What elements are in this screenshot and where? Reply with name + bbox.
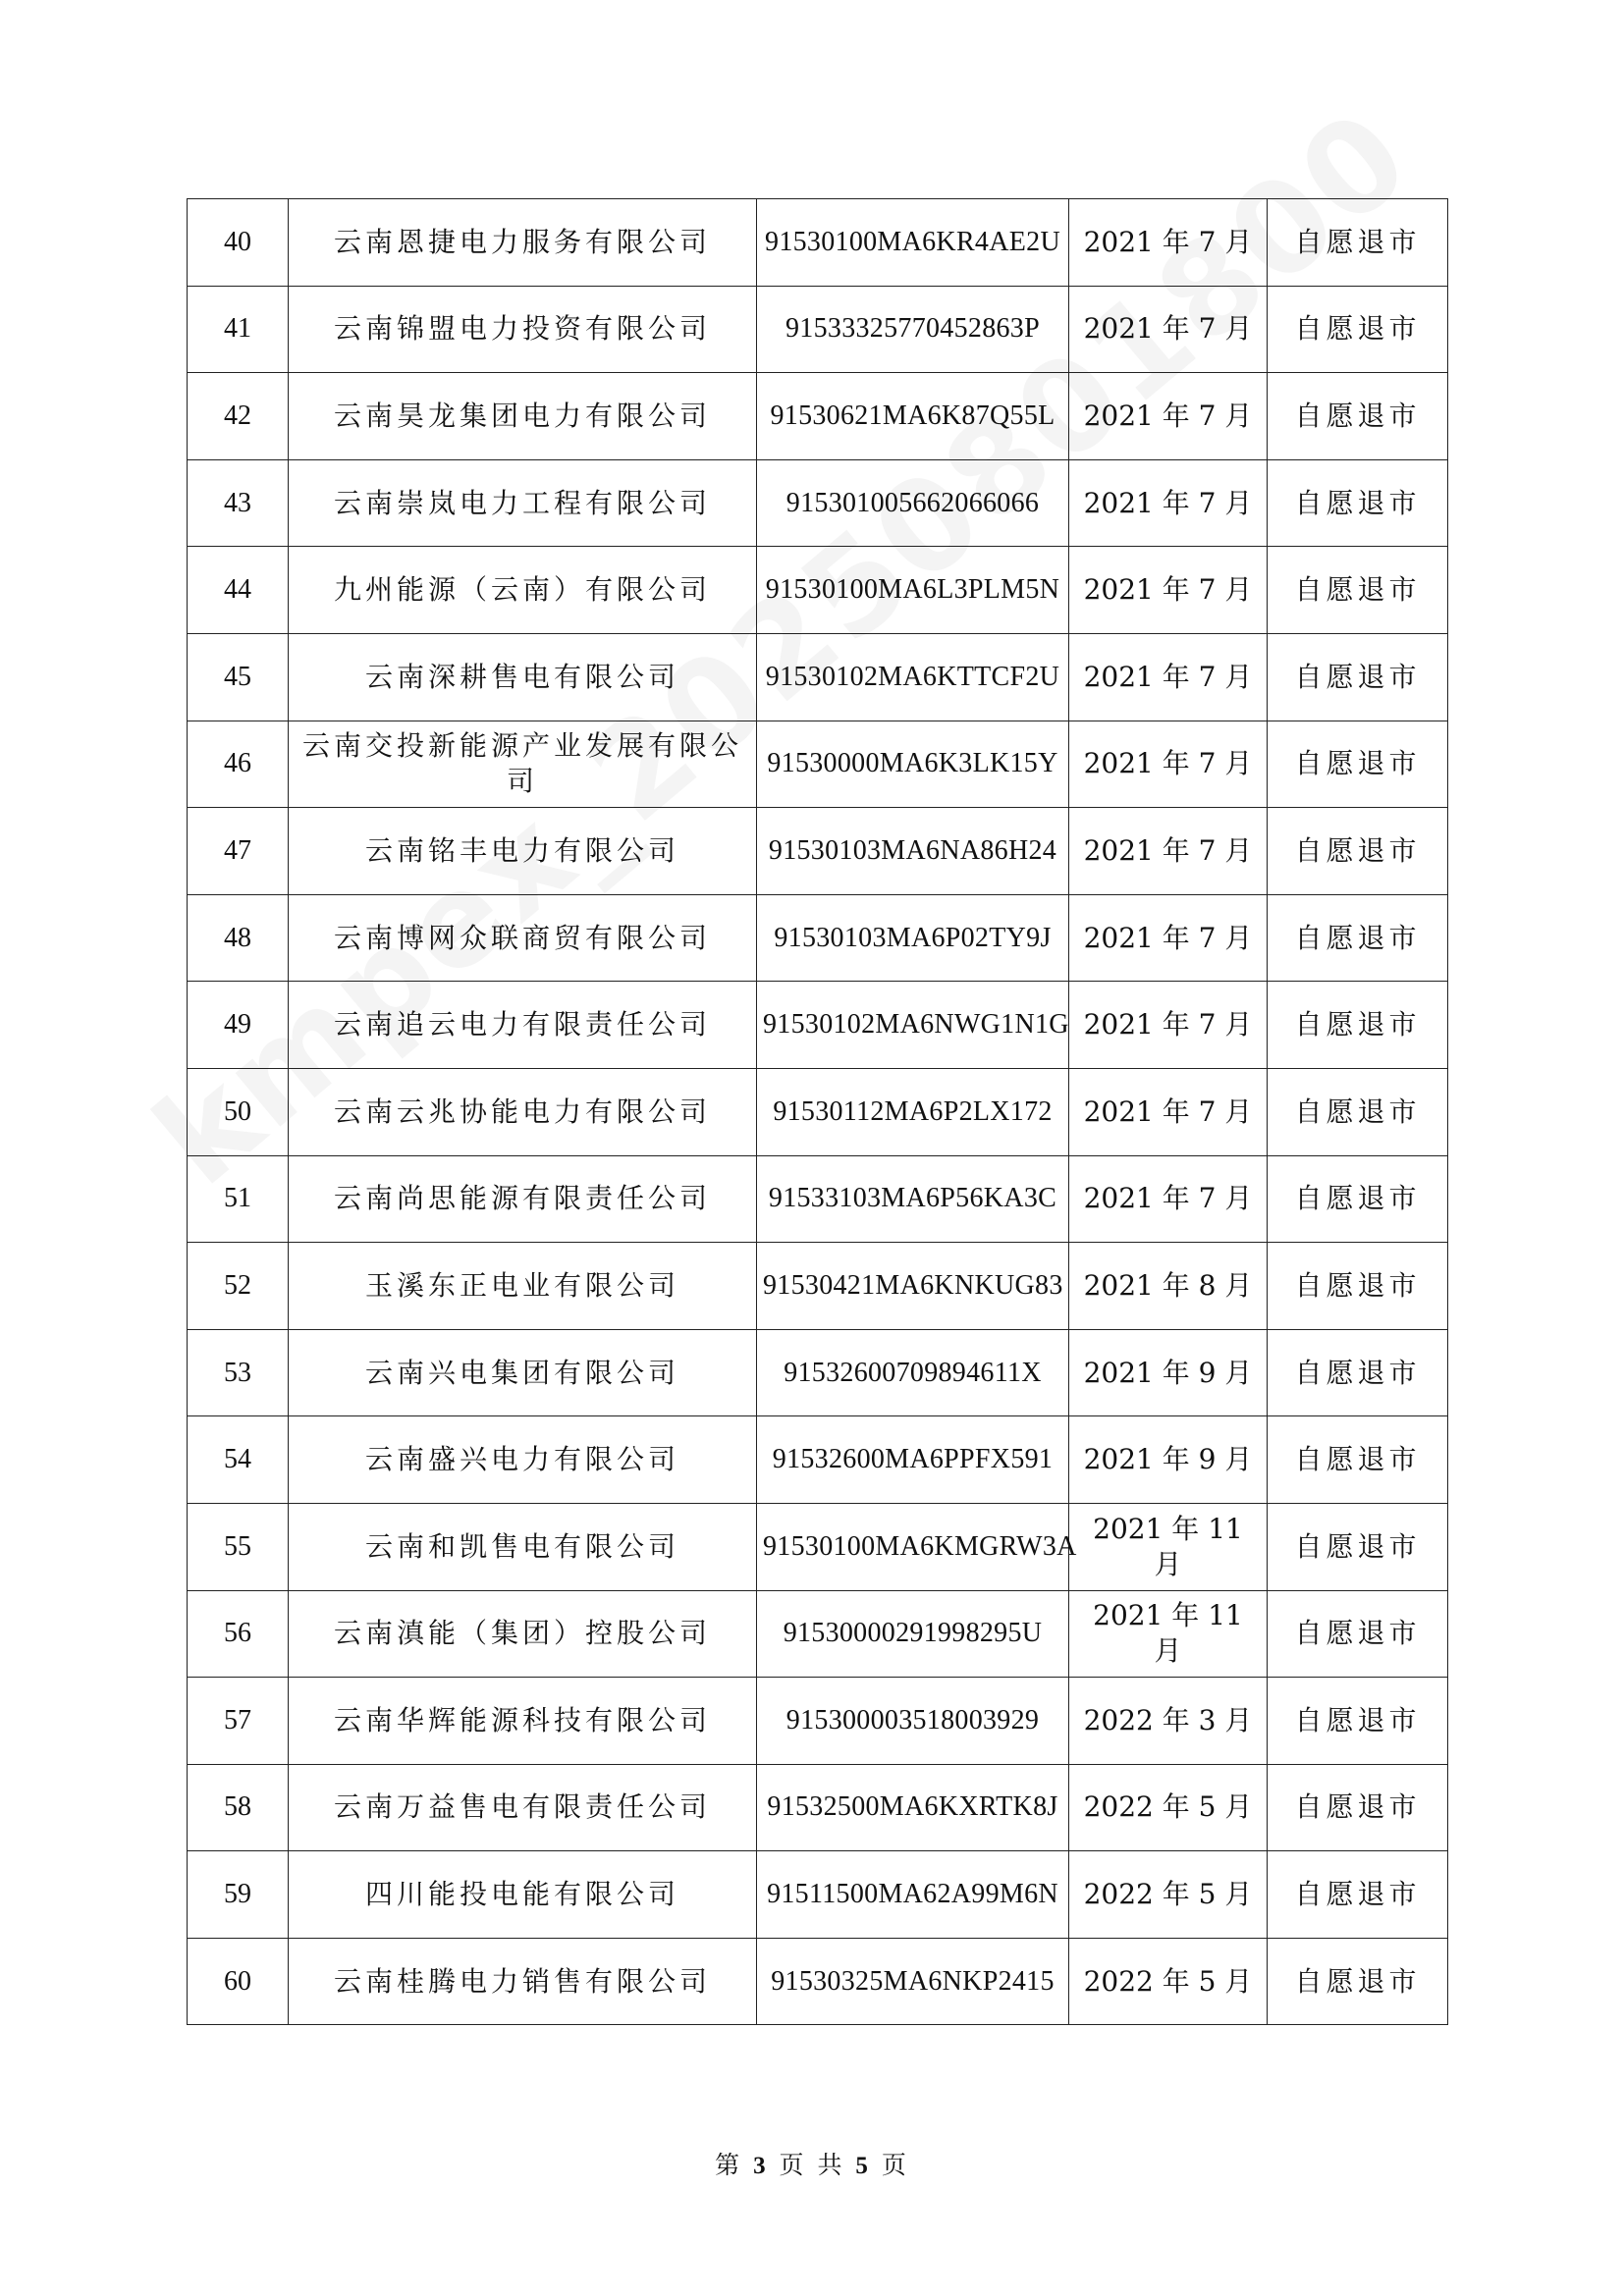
exit-date-cell: 2021 年 7 月 [1069, 894, 1268, 982]
exit-date-cell: 2022 年 5 月 [1069, 1764, 1268, 1851]
status-cell: 自愿退市 [1268, 1155, 1448, 1243]
table-row [188, 1764, 1448, 1851]
company-name-cell: 云南桂腾电力销售有限公司 [289, 1938, 757, 2025]
status-cell: 自愿退市 [1268, 1678, 1448, 1765]
status-cell: 自愿退市 [1268, 1764, 1448, 1851]
page-footer [0, 2146, 1624, 2181]
status-cell: 自愿退市 [1268, 286, 1448, 373]
company-name-cell: 九州能源（云南）有限公司 [289, 547, 757, 634]
exit-date-cell: 2021 年 7 月 [1069, 808, 1268, 895]
row-number-cell: 40 [188, 199, 289, 287]
status-cell: 自愿退市 [1268, 721, 1448, 808]
company-name-cell: 云南和凯售电有限公司 [289, 1503, 757, 1590]
exit-date-cell: 2021 年 7 月 [1069, 459, 1268, 547]
status-cell: 自愿退市 [1268, 1329, 1448, 1416]
exit-date-cell: 2021 年 7 月 [1069, 286, 1268, 373]
row-number-cell: 58 [188, 1764, 289, 1851]
status-cell: 自愿退市 [1268, 199, 1448, 287]
credit-code-cell: 91533325770452863P [757, 286, 1069, 373]
credit-code-cell: 91530102MA6KTTCF2U [757, 633, 1069, 721]
table-row [188, 1938, 1448, 2025]
status-cell: 自愿退市 [1268, 547, 1448, 634]
table-row [188, 459, 1448, 547]
credit-code-cell: 91530325MA6NKP2415 [757, 1938, 1069, 2025]
status-cell: 自愿退市 [1268, 1416, 1448, 1504]
credit-code-cell: 91530000291998295U [757, 1590, 1069, 1678]
company-name-cell: 云南万益售电有限责任公司 [289, 1764, 757, 1851]
row-number-cell: 54 [188, 1416, 289, 1504]
footer-current-page: 3 [753, 2153, 769, 2179]
footer-middle: 页 共 [779, 2151, 845, 2179]
table-row [188, 1329, 1448, 1416]
row-number-cell: 42 [188, 373, 289, 460]
status-cell: 自愿退市 [1268, 459, 1448, 547]
row-number-cell: 44 [188, 547, 289, 634]
credit-code-cell: 91530100MA6L3PLM5N [757, 547, 1069, 634]
table-row [188, 1503, 1448, 1590]
status-cell: 自愿退市 [1268, 894, 1448, 982]
company-name-cell: 云南兴电集团有限公司 [289, 1329, 757, 1416]
row-number-cell: 59 [188, 1851, 289, 1939]
row-number-cell: 53 [188, 1329, 289, 1416]
company-name-cell: 云南博网众联商贸有限公司 [289, 894, 757, 982]
table-row [188, 633, 1448, 721]
credit-code-cell: 91530103MA6NA86H24 [757, 808, 1069, 895]
status-cell: 自愿退市 [1268, 1503, 1448, 1590]
row-number-cell: 45 [188, 633, 289, 721]
status-cell: 自愿退市 [1268, 1243, 1448, 1330]
status-cell: 自愿退市 [1268, 1938, 1448, 2025]
row-number-cell: 57 [188, 1678, 289, 1765]
row-number-cell: 56 [188, 1590, 289, 1678]
table-row [188, 894, 1448, 982]
status-cell: 自愿退市 [1268, 808, 1448, 895]
exit-date-cell: 2021 年 7 月 [1069, 1068, 1268, 1155]
row-number-cell: 51 [188, 1155, 289, 1243]
company-name-cell: 云南铭丰电力有限公司 [289, 808, 757, 895]
table-row [188, 1416, 1448, 1504]
row-number-cell: 47 [188, 808, 289, 895]
company-name-cell: 云南尚思能源有限责任公司 [289, 1155, 757, 1243]
company-name-cell: 云南华辉能源科技有限公司 [289, 1678, 757, 1765]
exit-date-cell: 2021 年 7 月 [1069, 982, 1268, 1069]
exit-date-cell: 2021 年 7 月 [1069, 547, 1268, 634]
exit-date-cell: 2022 年 5 月 [1069, 1851, 1268, 1939]
credit-code-cell: 915301005662066066 [757, 459, 1069, 547]
row-number-cell: 48 [188, 894, 289, 982]
credit-code-cell: 91530421MA6KNKUG83 [757, 1243, 1069, 1330]
exit-date-cell: 2021 年 9 月 [1069, 1329, 1268, 1416]
row-number-cell: 43 [188, 459, 289, 547]
exit-date-cell: 2022 年 5 月 [1069, 1938, 1268, 2025]
credit-code-cell: 91532600709894611X [757, 1329, 1069, 1416]
row-number-cell: 46 [188, 721, 289, 808]
company-name-cell: 云南恩捷电力服务有限公司 [289, 199, 757, 287]
table-row [188, 1590, 1448, 1678]
row-number-cell: 60 [188, 1938, 289, 2025]
table-body [188, 199, 1448, 2025]
company-name-cell: 玉溪东正电业有限公司 [289, 1243, 757, 1330]
credit-code-cell: 91533103MA6P56KA3C [757, 1155, 1069, 1243]
row-number-cell: 52 [188, 1243, 289, 1330]
status-cell: 自愿退市 [1268, 1851, 1448, 1939]
exit-date-cell: 2021 年 11 月 [1069, 1590, 1268, 1678]
exit-date-cell: 2021 年 11 月 [1069, 1503, 1268, 1590]
credit-code-cell: 91532500MA6KXRTK8J [757, 1764, 1069, 1851]
table-row [188, 808, 1448, 895]
status-cell: 自愿退市 [1268, 1068, 1448, 1155]
exit-date-cell: 2021 年 7 月 [1069, 721, 1268, 808]
footer-total-pages: 5 [855, 2153, 871, 2179]
credit-code-cell: 91530112MA6P2LX172 [757, 1068, 1069, 1155]
company-name-cell: 云南锦盟电力投资有限公司 [289, 286, 757, 373]
credit-code-cell: 91530103MA6P02TY9J [757, 894, 1069, 982]
company-name-cell: 云南昊龙集团电力有限公司 [289, 373, 757, 460]
status-cell: 自愿退市 [1268, 633, 1448, 721]
table-row [188, 1243, 1448, 1330]
table-row [188, 199, 1448, 287]
table-row [188, 1851, 1448, 1939]
credit-code-cell: 915300003518003929 [757, 1678, 1069, 1765]
status-cell: 自愿退市 [1268, 1590, 1448, 1678]
footer-prefix: 第 [715, 2151, 743, 2179]
exit-date-cell: 2021 年 9 月 [1069, 1416, 1268, 1504]
table-row [188, 1678, 1448, 1765]
table-row [188, 721, 1448, 808]
credit-code-cell: 91530100MA6KR4AE2U [757, 199, 1069, 287]
table-row [188, 1068, 1448, 1155]
credit-code-cell: 91511500MA62A99M6N [757, 1851, 1069, 1939]
company-name-cell: 四川能投电能有限公司 [289, 1851, 757, 1939]
company-name-cell: 云南崇岚电力工程有限公司 [289, 459, 757, 547]
exit-date-cell: 2022 年 3 月 [1069, 1678, 1268, 1765]
company-name-cell: 云南追云电力有限责任公司 [289, 982, 757, 1069]
status-cell: 自愿退市 [1268, 373, 1448, 460]
company-name-cell: 云南滇能（集团）控股公司 [289, 1590, 757, 1678]
company-name-cell: 云南深耕售电有限公司 [289, 633, 757, 721]
retirement-table [187, 198, 1448, 2025]
row-number-cell: 41 [188, 286, 289, 373]
footer-suffix: 页 [881, 2151, 909, 2179]
credit-code-cell: 91530621MA6K87Q55L [757, 373, 1069, 460]
table-row [188, 1155, 1448, 1243]
company-name-cell: 云南盛兴电力有限公司 [289, 1416, 757, 1504]
exit-date-cell: 2021 年 7 月 [1069, 373, 1268, 460]
table-row [188, 286, 1448, 373]
exit-date-cell: 2021 年 7 月 [1069, 1155, 1268, 1243]
table-row [188, 373, 1448, 460]
row-number-cell: 55 [188, 1503, 289, 1590]
company-name-cell: 云南交投新能源产业发展有限公司 [289, 721, 757, 808]
table-row [188, 982, 1448, 1069]
company-name-cell: 云南云兆协能电力有限公司 [289, 1068, 757, 1155]
exit-date-cell: 2021 年 8 月 [1069, 1243, 1268, 1330]
exit-date-cell: 2021 年 7 月 [1069, 633, 1268, 721]
status-cell: 自愿退市 [1268, 982, 1448, 1069]
credit-code-cell: 91530100MA6KMGRW3A [757, 1503, 1069, 1590]
credit-code-cell: 91530000MA6K3LK15Y [757, 721, 1069, 808]
row-number-cell: 49 [188, 982, 289, 1069]
row-number-cell: 50 [188, 1068, 289, 1155]
exit-date-cell: 2021 年 7 月 [1069, 199, 1268, 287]
credit-code-cell: 91530102MA6NWG1N1G [757, 982, 1069, 1069]
credit-code-cell: 91532600MA6PPFX591 [757, 1416, 1069, 1504]
table-row [188, 547, 1448, 634]
